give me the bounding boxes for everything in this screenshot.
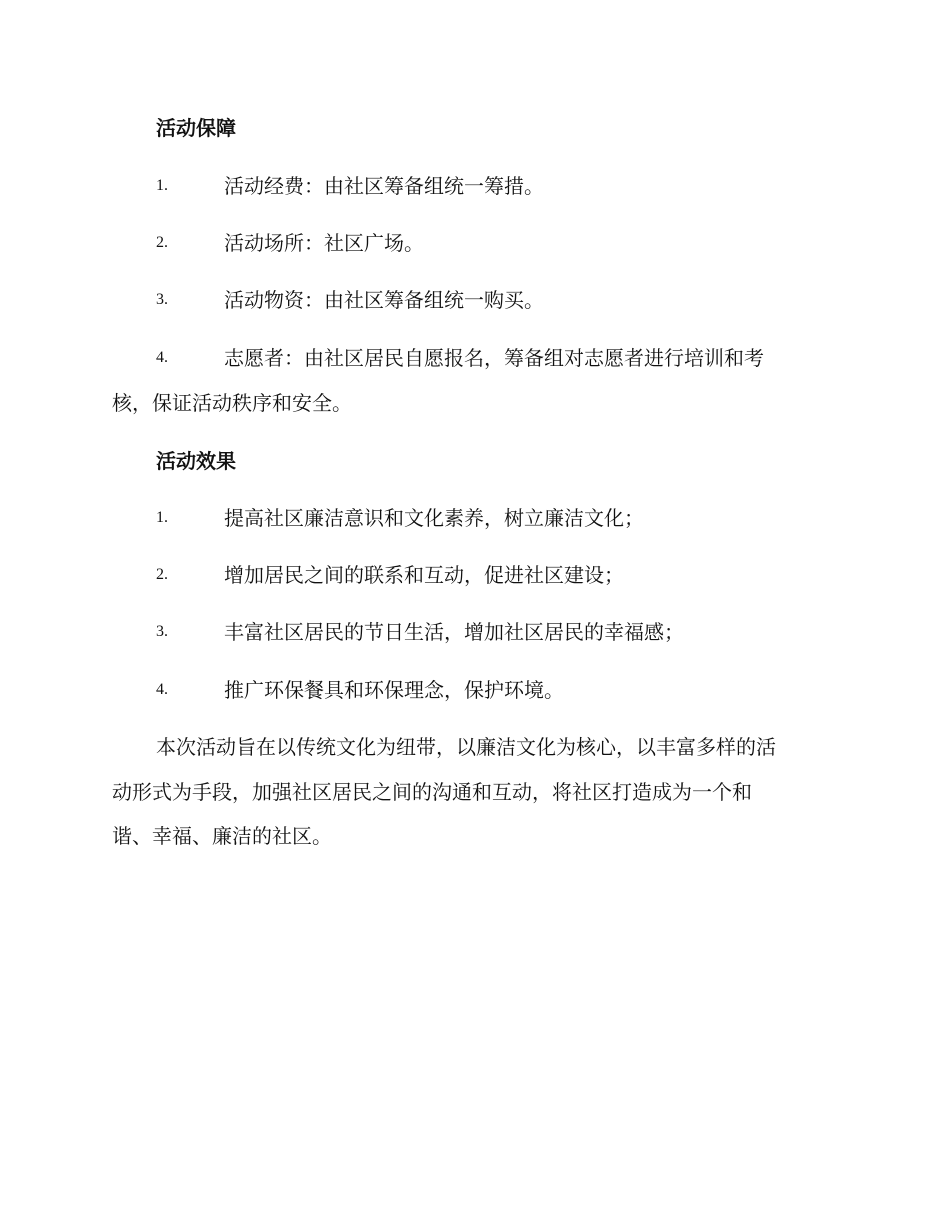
list-item-text: 提高社区廉洁意识和文化素养，树立廉洁文化； [224, 506, 644, 530]
list-item-number: 2. [156, 566, 168, 583]
list-item [0, 676, 950, 704]
conclusion-line: 谐、幸福、廉洁的社区。 [112, 824, 332, 848]
list-item [0, 229, 950, 257]
list-item-text: 活动场所：社区广场。 [224, 231, 424, 255]
list-item [0, 618, 950, 646]
list-item-text: 增加居民之间的联系和互动，促进社区建设； [224, 563, 624, 587]
list-item-number: 3. [156, 623, 168, 640]
conclusion-line: 本次活动旨在以传统文化为纽带，以廉洁文化为核心，以丰富多样的活 [156, 735, 776, 759]
list-item-continuation: 核，保证活动秩序和安全。 [112, 391, 352, 415]
list-item-number: 2. [156, 234, 168, 251]
list-item-text: 志愿者：由社区居民自愿报名，筹备组对志愿者进行培训和考 [224, 346, 764, 370]
list-item-number: 1. [156, 177, 168, 194]
list-item [0, 561, 950, 589]
list-item [0, 504, 950, 532]
list-item-number: 1. [156, 509, 168, 526]
list-item [0, 286, 950, 314]
conclusion-line: 动形式为手段，加强社区居民之间的沟通和互动，将社区打造成为一个和 [112, 780, 752, 804]
list-item-number: 4. [156, 681, 168, 698]
list-item [0, 344, 950, 372]
list-item-text: 活动经费：由社区筹备组统一筹措。 [224, 174, 544, 198]
list-item-text: 丰富社区居民的节日生活，增加社区居民的幸福感； [224, 620, 684, 644]
list-item-text: 推广环保餐具和环保理念，保护环境。 [224, 678, 564, 702]
section-heading-guarantee: 活动保障 [156, 116, 236, 140]
section-heading-effects: 活动效果 [156, 449, 236, 473]
list-item [0, 172, 950, 200]
list-item-number: 3. [156, 291, 168, 308]
list-item-text: 活动物资：由社区筹备组统一购买。 [224, 288, 544, 312]
list-item-number: 4. [156, 349, 168, 366]
